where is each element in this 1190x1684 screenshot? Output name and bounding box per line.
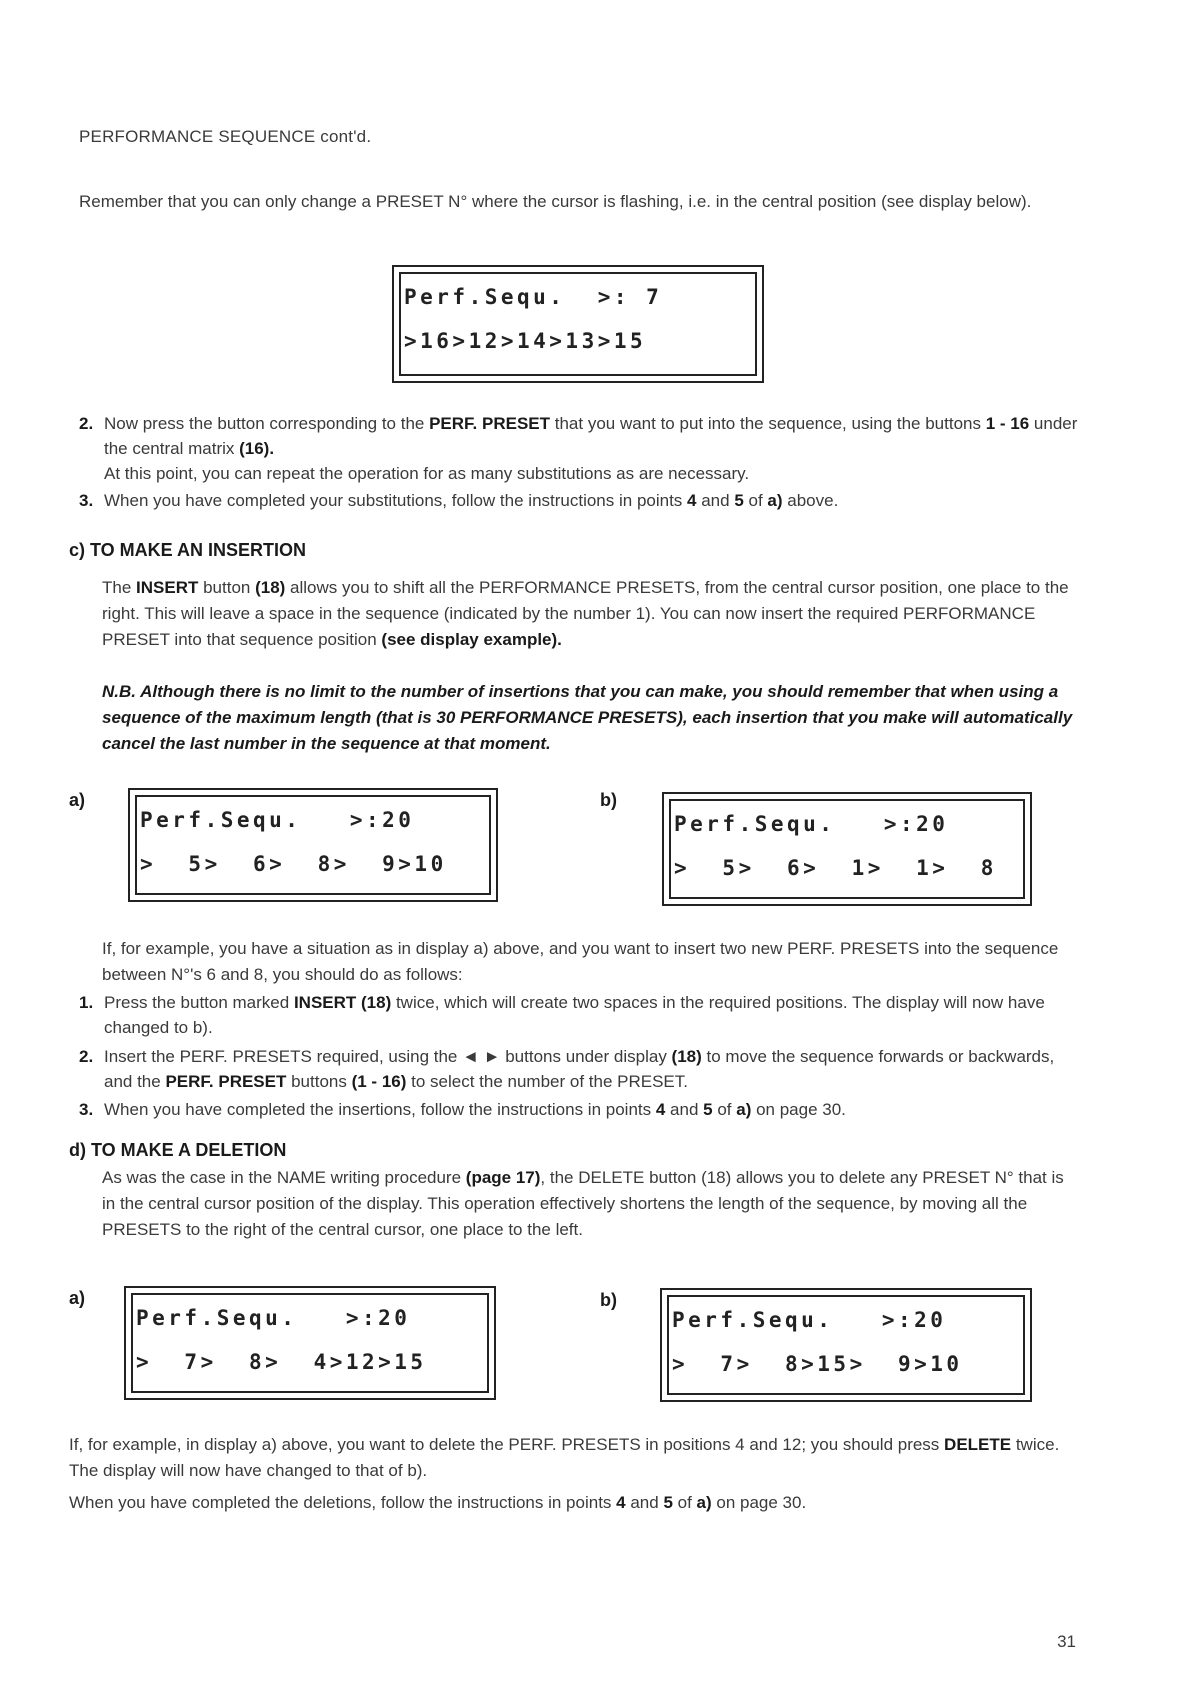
section-d-paragraph: As was the case in the NAME writing procedure (page 17), the DELETE button (18) allows you to delete any PRESET N° that is in the central cursor position of the display. This operation effectively shortens the length of the sequence, by moving all the PRESETS to the right of the central cursor, one place to the left. xyxy=(102,1168,1064,1239)
lcd-display-main xyxy=(392,265,764,383)
insertion-example: If, for example, you have a situation as in display a) above, and you want to insert two new PERF. PRESETS into the sequence between N°'s 6 and 8, you should do as follows: xyxy=(102,939,1059,984)
lcd-line-2: >16>12>14>13>15 xyxy=(404,329,647,353)
section-d-title: d) TO MAKE A DELETION xyxy=(69,1140,287,1160)
label-c-a: a) xyxy=(69,790,86,810)
page-number: 31 xyxy=(1057,1632,1076,1651)
label-c-b: b) xyxy=(600,790,617,810)
lcd-display-insert-b: Perf.Sequ. >:20 > 5> 6> 1> 1> 8 xyxy=(662,792,1032,906)
lcd-display-delete-b: Perf.Sequ. >:20 > 7> 8>15> 9>10 xyxy=(660,1288,1032,1402)
deletion-example: If, for example, in display a) above, you want to delete the PERF. PRESETS in positions 4 and 12; you should press DELETE twice. The display will now have changed to that of b). xyxy=(69,1435,1060,1480)
deletion-final: When you have completed the deletions, follow the instructions in points 4 and 5 of a) on page 30. xyxy=(69,1493,807,1512)
section-c-paragraph: The INSERT button (18) allows you to shift all the PERFORMANCE PRESETS, from the central cursor position, one place to the right. This will leave a space in the sequence (indicated by the number 1). You can now insert the required PERFORMANCE PRESET into that sequence position (see display example). xyxy=(102,578,1069,649)
lcd-display-delete-a: Perf.Sequ. >:20 > 7> 8> 4>12>15 xyxy=(124,1286,496,1400)
label-d-a: a) xyxy=(69,1288,86,1308)
intro-paragraph: Remember that you can only change a PRESET N° where the cursor is flashing, i.e. in the central position (see display below). xyxy=(79,192,1032,211)
nb-note: N.B. Although there is no limit to the number of insertions that you can make, you should remember that when using a sequence of the maximum length (that is 30 PERFORMANCE PRESETS), each insertion that you make will automatically cancel the last number in the sequence at that moment. xyxy=(102,682,1073,753)
lcd-display-insert-a: Perf.Sequ. >:20 > 5> 6> 8> 9>10 xyxy=(128,788,498,902)
running-header: PERFORMANCE SEQUENCE cont'd. xyxy=(79,127,372,146)
label-d-b: b) xyxy=(600,1290,617,1310)
step-2-extra: At this point, you can repeat the operation for as many substitutions as are necessary. xyxy=(104,464,750,483)
section-c-title: c) TO MAKE AN INSERTION xyxy=(69,540,307,560)
lcd-line-1: Perf.Sequ. >: 7 xyxy=(404,285,663,309)
